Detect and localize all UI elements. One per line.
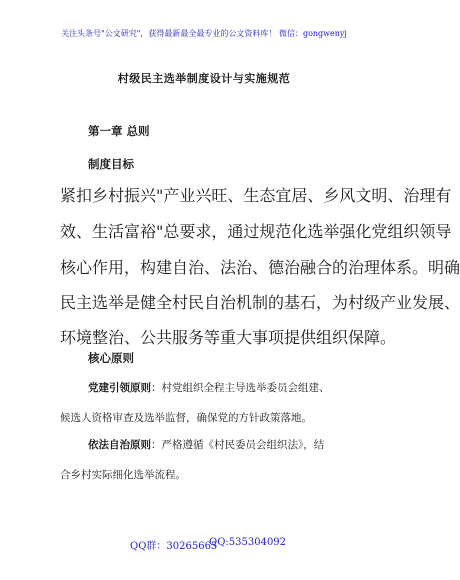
principle-line: 合乡村实际细化选举流程。	[60, 469, 186, 481]
document-title: 村级民主选举制度设计与实施规范	[117, 72, 291, 85]
principle-line	[88, 437, 324, 452]
paragraph-line: 民主选举是健全村民自治机制的基石，为村级产业发展、	[60, 293, 460, 312]
header-banner: 关注头条号"公文研究"，获得最新最全最专业的公文资料库！ 微信：gongwenyj	[61, 29, 347, 38]
footer-qq-group: QQ群：30265665	[130, 541, 218, 552]
principle-text: ：严格遵循《村民委员会组织法》，结	[151, 439, 325, 451]
paragraph-line: 环境整治、公共服务等重大事项提供组织保障。	[60, 328, 397, 347]
principle-term: 党建引领原则	[88, 382, 151, 394]
principle-text: ：村党组织全程主导选举委员会组建、	[151, 382, 330, 394]
paragraph-line: 紧扣乡村振兴"产业兴旺、生态宜居、乡风文明、治理有	[60, 186, 452, 205]
section-heading-principles: 核心原则	[88, 351, 134, 365]
chapter-heading: 第一章 总则	[88, 124, 150, 138]
section-heading-goal: 制度目标	[88, 157, 134, 171]
principle-line: 候选人资格审查及选举监督，确保党的方针政策落地。	[60, 412, 312, 424]
principle-term: 依法自治原则	[88, 439, 151, 451]
paragraph-line: 效、生活富裕"总要求，通过规范化选举强化党组织领导	[60, 222, 452, 241]
principle-line	[88, 380, 330, 395]
footer-qq-number: QQ:535304092	[209, 537, 287, 548]
paragraph-line: 核心作用，构建自治、法治、德治融合的治理体系。明确	[60, 258, 460, 277]
